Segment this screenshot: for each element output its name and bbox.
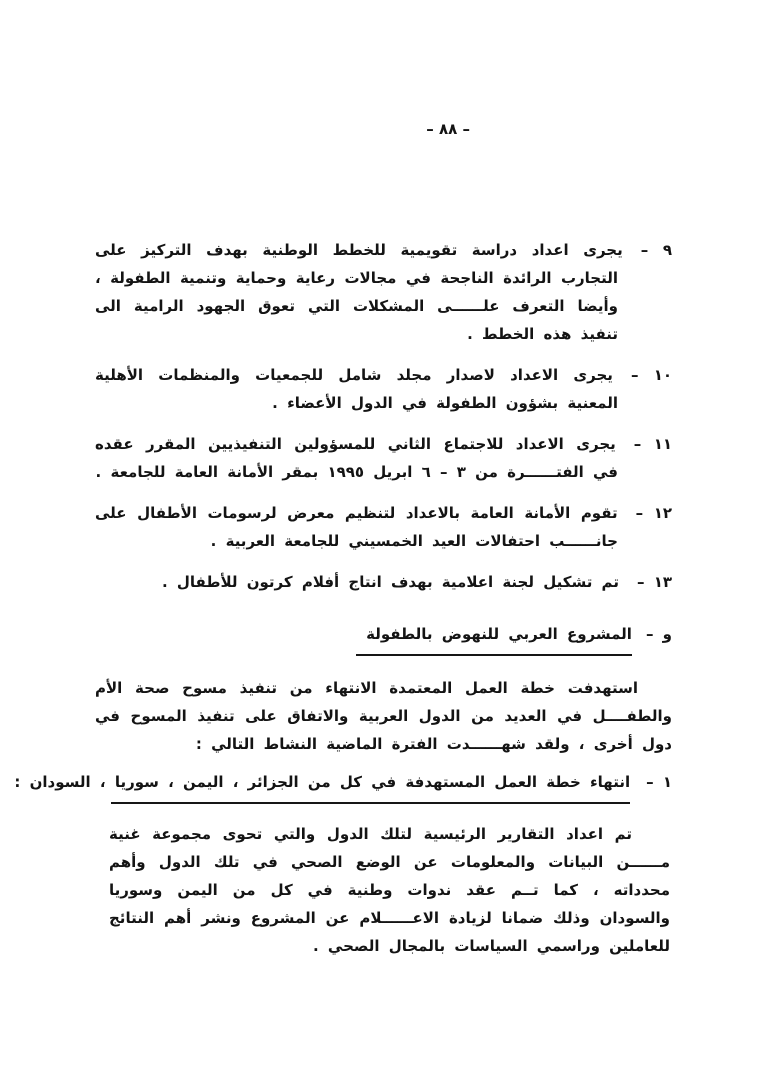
item-text: يجرى اعداد دراسة تقويمية للخطط الوطنية بهدف التركيز على التجارب الرائدة الناجحة في مجالات رعاية وحماية وتنمية الطفولة ، وأيضا التعرف علــــــى المشكلات التي تعوق الجهود الرامية الى تنفيذ هذه الخطط . (95, 241, 623, 343)
section-letter: و – (645, 625, 672, 643)
item-text: تقوم الأمانة العامة بالاعداد لتنظيم معرض لرسومات الأطفال على جانــــــب احتفالات العيد الخمسيني للجامعة العربية . (95, 504, 618, 550)
sub-item-number: ١ – (646, 773, 672, 791)
item-number: ٩ – (640, 241, 672, 259)
item-text: يجرى الاعداد للاجتماع الثاني للمسؤولين التنفيذيين المقرر عقده في الفتــــــرة من ٣ – ٦ ابريل ١٩٩٥ بمقر الأمانة العامة للجامعة . (95, 435, 618, 481)
list-item-13 (95, 568, 672, 596)
intro-paragraph: استهدفت خطة العمل المعتمدة الانتهاء من تنفيذ مسوح صحة الأم والطفــــل في العديد من الدول العربية والاتفاق على تنفيذ المسوح في دول أخرى ، ولقد شهــــــدت الفترة الماضية النشاط التالي : (95, 679, 672, 753)
list-item-9 (95, 236, 672, 348)
section-title: المشروع العربي للنهوض بالطفولة (356, 620, 632, 656)
page-number: – ٨٨ – (426, 120, 470, 138)
item-number: ١٠ – (630, 366, 672, 384)
item-text: يجرى الاعداد لاصدار مجلد شامل للجمعيات والمنظمات الأهلية المعنية بشؤون الطفولة في الدول الأعضاء . (95, 366, 618, 412)
body-paragraph: تم اعداد التقارير الرئيسية لتلك الدول والتي تحوى مجموعة غنية مــــــن البيانات والمعلومات عن الوضع الصحي في تلك الدول وأهم محدداته ، كما تــم عقد ندوات وطنية في كل من اليمن وسوريا والسودان وذلك ضمانا لزيادة الاعــــــلام عن المشروع ونشر أهم النتائج للعاملين وراسمي السياسات بالمجال الصحي . (109, 825, 670, 955)
list-item-11 (95, 430, 672, 486)
sub-item-heading: انتهاء خطة العمل المستهدفة في كل من الجزائر ، اليمن ، سوريا ، السودان : (111, 768, 630, 804)
item-number: ١٣ – (636, 573, 672, 591)
section-heading (95, 620, 672, 656)
document-content (14, 236, 672, 960)
list-item-10 (95, 361, 672, 417)
item-number: ١١ – (633, 435, 672, 453)
sub-list-item-1 (14, 768, 672, 804)
item-number: ١٢ – (635, 504, 672, 522)
item-text: تم تشكيل لجنة اعلامية بهدف انتاج أفلام كرتون للأطفال . (161, 573, 619, 591)
list-item-12 (95, 499, 672, 555)
